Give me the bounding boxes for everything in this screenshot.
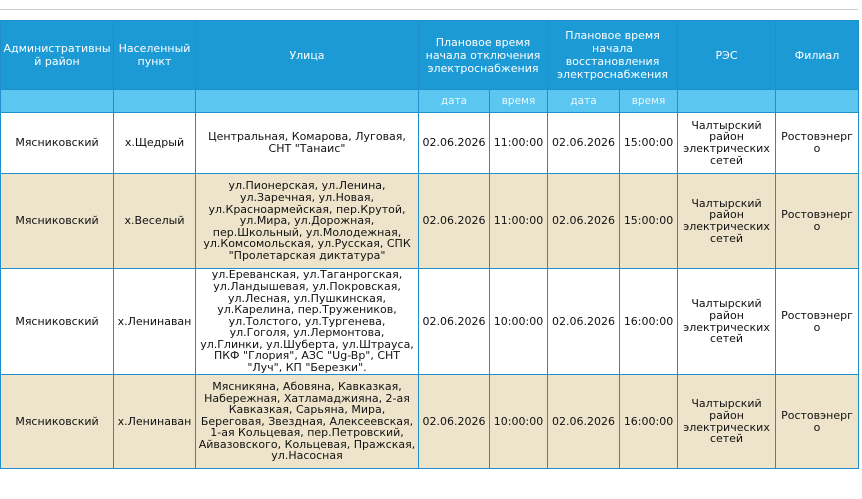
cell-restore-time: 16:00:00: [620, 269, 678, 375]
outage-schedule-table: [0, 20, 859, 469]
header-district: Административный район: [1, 21, 114, 90]
subheader-empty: [1, 90, 114, 113]
top-divider: [0, 9, 858, 10]
subheader-off-date: дата: [419, 90, 490, 113]
subheader-restore-date: дата: [548, 90, 620, 113]
cell-restore-time: 15:00:00: [620, 113, 678, 174]
header-branch: Филиал: [776, 21, 859, 90]
cell-streets: ул.Ереванская, ул.Таганрогская, ул.Ландышевая, ул.Покровская, ул.Лесная, ул.Пушкинская, ул.Карелина, пер.Тружеников, ул.Толстого, ул.Тургенева, ул.Гоголя, ул.Лермонтова, ул.Глинки, ул.Шуберта, ул.Штрауса, ПКФ "Глория", АЗС "Ug-Bp", СНТ "Луч", КП "Березки".: [196, 269, 419, 375]
table-row: [1, 375, 859, 469]
cell-res: Чалтырский район электрических сетей: [678, 174, 776, 269]
table-row: [1, 269, 859, 375]
cell-restore-date: 02.06.2026: [548, 375, 620, 469]
cell-off-time: 10:00:00: [490, 375, 548, 469]
cell-restore-time: 15:00:00: [620, 174, 678, 269]
header-street: Улица: [196, 21, 419, 90]
cell-off-date: 02.06.2026: [419, 174, 490, 269]
cell-locality: х.Ленинаван: [114, 269, 196, 375]
cell-locality: х.Веселый: [114, 174, 196, 269]
table-header-row: [1, 21, 859, 90]
cell-streets: Мясникяна, Абовяна, Кавказкая, Набережная, Хатламаджияна, 2-ая Кавказкая, Сарьяна, Мира, Береговая, Звездная, Алексеевская, 1-ая Кольцевая, пер.Петровский, Айвазовского, Кольцевая, Пражская, ул.Насосная: [196, 375, 419, 469]
cell-streets: ул.Пионерская, ул.Ленина, ул.Заречная, ул.Новая, ул.Красноармейская, пер.Крутой, ул.Мира, ул.Дорожная, пер.Школьный, ул.Молодежная, ул.Комсомольская, ул.Русская, СПК "Пролетарская диктатура": [196, 174, 419, 269]
cell-restore-time: 16:00:00: [620, 375, 678, 469]
cell-off-time: 11:00:00: [490, 113, 548, 174]
subheader-empty: [114, 90, 196, 113]
cell-res: Чалтырский район электрических сетей: [678, 375, 776, 469]
cell-off-date: 02.06.2026: [419, 113, 490, 174]
cell-district: Мясниковский: [1, 269, 114, 375]
cell-restore-date: 02.06.2026: [548, 174, 620, 269]
subheader-empty: [678, 90, 776, 113]
header-res: РЭС: [678, 21, 776, 90]
cell-off-time: 11:00:00: [490, 174, 548, 269]
cell-res: Чалтырский район электрических сетей: [678, 113, 776, 174]
cell-branch: Ростовэнерго: [776, 269, 859, 375]
cell-locality: х.Щедрый: [114, 113, 196, 174]
table-subheader-row: [1, 90, 859, 113]
cell-streets: Центральная, Комарова, Луговая, СНТ "Танаис": [196, 113, 419, 174]
cell-district: Мясниковский: [1, 375, 114, 469]
cell-locality: х.Ленинаван: [114, 375, 196, 469]
cell-restore-date: 02.06.2026: [548, 269, 620, 375]
subheader-off-time: время: [490, 90, 548, 113]
cell-restore-date: 02.06.2026: [548, 113, 620, 174]
cell-district: Мясниковский: [1, 113, 114, 174]
subheader-empty: [776, 90, 859, 113]
table-row: [1, 113, 859, 174]
header-planned-restore: Плановое время начала восстановления электроснабжения: [548, 21, 678, 90]
cell-branch: Ростовэнерго: [776, 174, 859, 269]
cell-off-time: 10:00:00: [490, 269, 548, 375]
subheader-empty: [196, 90, 419, 113]
cell-branch: Ростовэнерго: [776, 375, 859, 469]
header-locality: Населенный пункт: [114, 21, 196, 90]
cell-branch: Ростовэнерго: [776, 113, 859, 174]
cell-res: Чалтырский район электрических сетей: [678, 269, 776, 375]
subheader-restore-time: время: [620, 90, 678, 113]
cell-off-date: 02.06.2026: [419, 269, 490, 375]
cell-district: Мясниковский: [1, 174, 114, 269]
cell-off-date: 02.06.2026: [419, 375, 490, 469]
table-row: [1, 174, 859, 269]
header-planned-off: Плановое время начала отключения электроснабжения: [419, 21, 548, 90]
